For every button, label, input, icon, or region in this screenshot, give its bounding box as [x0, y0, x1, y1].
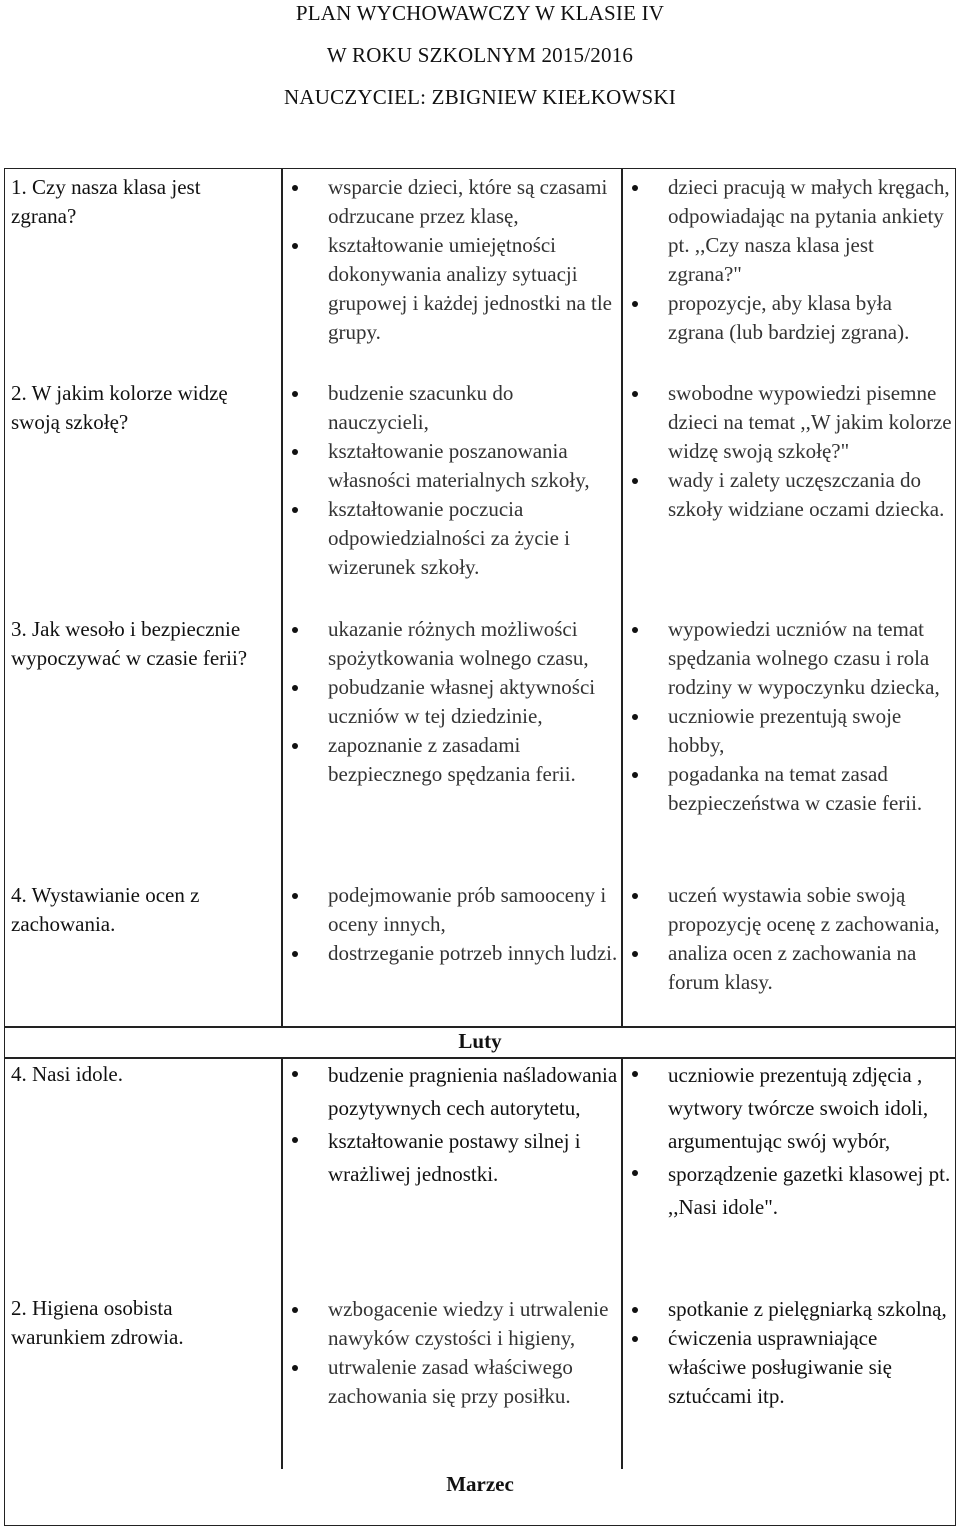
methods-cell — [628, 615, 952, 818]
method-item: uczniowie prezentują swoje hobby, — [628, 702, 952, 760]
goal-item: pobudzanie własnej aktywności uczniów w tej dziedzinie, — [288, 673, 618, 731]
topic-cell: 3. Jak wesoło i bezpiecznie wypoczywać w czasie ferii? — [11, 617, 248, 670]
method-item: propozycje, aby klasa była zgrana (lub bardziej zgrana). — [628, 289, 952, 347]
topic-cell: 4. Nasi idole. — [11, 1062, 123, 1086]
topic-cell: 2. Higiena osobista warunkiem zdrowia. — [11, 1296, 184, 1349]
column-divider — [281, 168, 283, 1026]
goal-item: dostrzeganie potrzeb innych ludzi. — [288, 939, 618, 968]
method-item: pogadanka na temat zasad bezpieczeństwa w czasie ferii. — [628, 760, 952, 818]
goal-item: kształtowanie poszanowania własności materialnych szkoły, — [288, 437, 618, 495]
column-divider — [621, 168, 623, 1026]
methods-cell — [628, 1059, 952, 1224]
topic-cell: 2. W jakim kolorze widzę swoją szkołę? — [11, 381, 228, 434]
method-item: wypowiedzi uczniów na temat spędzania wolnego czasu i rola rodziny w wypoczynku dziecka, — [628, 615, 952, 702]
goals-cell — [288, 379, 618, 582]
goal-item: kształtowanie umiejętności dokonywania analizy sytuacji grupowej i każdej jednostki na tle grupy. — [288, 231, 618, 347]
column-divider — [281, 1057, 283, 1469]
method-item: analiza ocen z zachowania na forum klasy. — [628, 939, 952, 997]
method-item: sporządzenie gazetki klasowej pt. ,,Nasi idole". — [628, 1158, 952, 1224]
goal-item: podejmowanie prób samooceny i oceny innych, — [288, 881, 618, 939]
goal-item: wsparcie dzieci, które są czasami odrzucane przez klasę, — [288, 173, 618, 231]
method-item: uczniowie prezentują zdjęcia , wytwory twórcze swoich idoli, argumentując swój wybór, — [628, 1059, 952, 1158]
goal-item: wzbogacenie wiedzy i utrwalenie nawyków czystości i higieny, — [288, 1295, 618, 1353]
method-item: swobodne wypowiedzi pisemne dzieci na temat ,,W jakim kolorze widzę swoją szkołę?" — [628, 379, 952, 466]
goals-cell — [288, 881, 618, 968]
row-divider — [4, 1026, 956, 1028]
goal-item: zapoznanie z zasadami bezpiecznego spędzania ferii. — [288, 731, 618, 789]
method-item: ćwiczenia usprawniające właściwe posługiwanie się sztućcami itp. — [628, 1324, 952, 1411]
methods-cell — [628, 1295, 952, 1411]
school-year: W ROKU SZKOLNYM 2015/2016 — [326, 43, 634, 67]
column-divider — [621, 1057, 623, 1469]
goals-cell — [288, 173, 618, 347]
methods-cell — [628, 173, 952, 347]
month-label: Marzec — [446, 1472, 514, 1496]
goal-item: kształtowanie postawy silnej i wrażliwej jednostki. — [288, 1125, 618, 1191]
goal-item: kształtowanie poczucia odpowiedzialności za życie i wizerunek szkoły. — [288, 495, 618, 582]
document-title: PLAN WYCHOWAWCZY W KLASIE IV — [295, 1, 665, 25]
method-item: wady i zalety uczęszczania do szkoły widziane oczami dziecka. — [628, 466, 952, 524]
topic-cell: 4. Wystawianie ocen z zachowania. — [11, 883, 200, 936]
methods-cell — [628, 881, 952, 997]
method-item: uczeń wystawia sobie swoją propozycję ocenę z zachowania, — [628, 881, 952, 939]
goals-cell — [288, 615, 618, 789]
month-label: Luty — [458, 1029, 502, 1053]
methods-cell — [628, 379, 952, 524]
topic-cell: 1. Czy nasza klasa jest zgrana? — [11, 175, 201, 228]
goal-item: ukazanie różnych możliwości spożytkowania wolnego czasu, — [288, 615, 618, 673]
goals-cell — [288, 1059, 618, 1191]
goal-item: utrwalenie zasad właściwego zachowania się przy posiłku. — [288, 1353, 618, 1411]
teacher-name: NAUCZYCIEL: ZBIGNIEW KIEŁKOWSKI — [284, 85, 676, 109]
goals-cell — [288, 1295, 618, 1411]
goal-item: budzenie szacunku do nauczycieli, — [288, 379, 618, 437]
method-item: dzieci pracują w małych kręgach, odpowiadając na pytania ankiety pt. ,,Czy nasza klasa jest zgrana?" — [628, 173, 952, 289]
method-item: spotkanie z pielęgniarką szkolną, — [628, 1295, 952, 1324]
goal-item: budzenie pragnienia naśladowania pozytywnych cech autorytetu, — [288, 1059, 618, 1125]
